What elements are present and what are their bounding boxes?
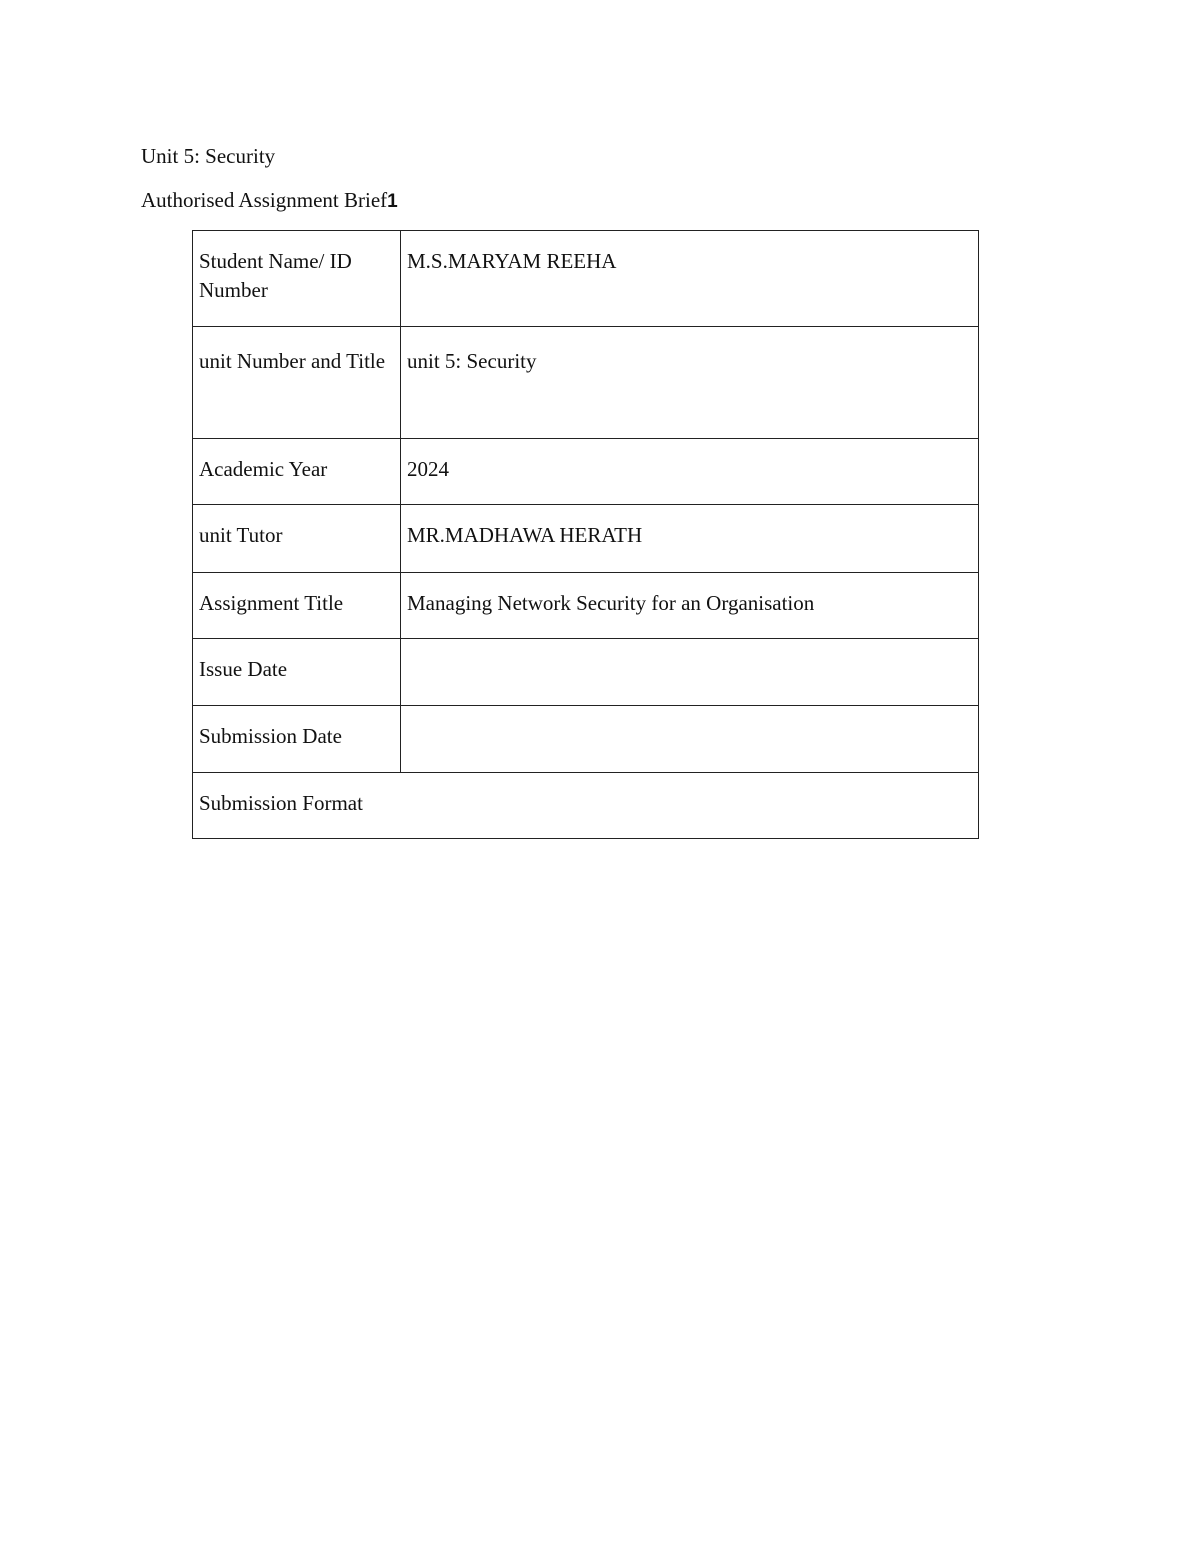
table-row-issue-date <box>193 639 979 706</box>
assignment-title-label: Assignment Title <box>193 573 401 639</box>
academic-year-label: Academic Year <box>193 439 401 505</box>
assignment-brief-table <box>192 230 979 839</box>
unit-number-title-value: unit 5: Security <box>401 327 979 439</box>
assignment-title-value: Managing Network Security for an Organisation <box>401 573 979 639</box>
issue-date-label: Issue Date <box>193 639 401 706</box>
table-row-submission-date <box>193 706 979 773</box>
student-name-value: M.S.MARYAM REEHA <box>401 231 979 327</box>
submission-format-label: Submission Format <box>193 773 979 839</box>
issue-date-value <box>401 639 979 706</box>
unit-number-title-label: unit Number and Title <box>193 327 401 439</box>
unit-tutor-value: MR.MADHAWA HERATH <box>401 505 979 573</box>
unit-heading-text: Unit 5: Security <box>141 144 276 168</box>
submission-date-label: Submission Date <box>193 706 401 773</box>
unit-tutor-label: unit Tutor <box>193 505 401 573</box>
brief-heading-text: Authorised Assignment Brief <box>141 188 388 212</box>
table-row-unit-tutor <box>193 505 979 573</box>
table-row-academic-year <box>193 439 979 505</box>
submission-date-value <box>401 706 979 773</box>
academic-year-value: 2024 <box>401 439 979 505</box>
brief-number: 1 <box>387 191 398 212</box>
table-row-assignment-title <box>193 573 979 639</box>
student-name-label: Student Name/ ID Number <box>193 231 401 327</box>
unit-heading <box>141 143 275 169</box>
table-row-submission-format <box>193 773 979 839</box>
table-row-unit <box>193 327 979 439</box>
table-row-student <box>193 231 979 327</box>
brief-heading <box>141 187 398 215</box>
